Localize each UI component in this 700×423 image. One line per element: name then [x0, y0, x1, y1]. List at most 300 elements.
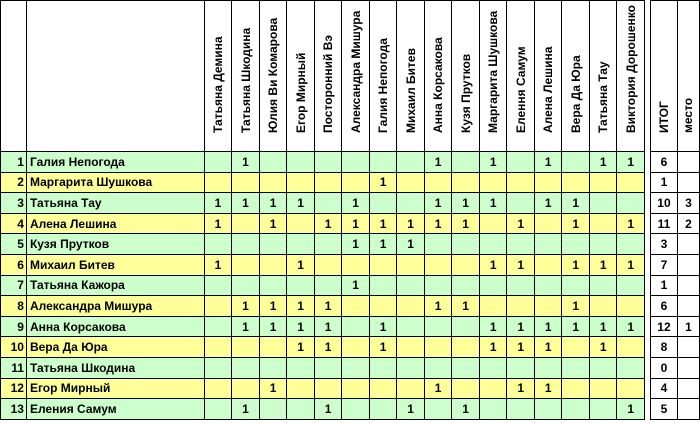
score-cell: [259, 254, 287, 275]
score-cell: [342, 337, 370, 358]
row-place: [677, 378, 699, 399]
column-header: [232, 1, 260, 152]
score-cell: 1: [259, 193, 287, 214]
score-cell: [342, 296, 370, 317]
score-cell: [397, 337, 425, 358]
score-cell: 1: [342, 234, 370, 255]
score-cell: [617, 234, 645, 255]
score-cell: 1: [534, 152, 562, 173]
table-row: [1, 337, 700, 358]
score-cell: [507, 275, 535, 296]
score-cell: [617, 357, 645, 378]
score-cell: 1: [479, 152, 507, 173]
score-cell: [507, 234, 535, 255]
score-cell: 1: [397, 399, 425, 420]
table-row: [1, 357, 700, 378]
column-header-label: Вера Да Юра: [568, 55, 583, 133]
row-number: 4: [1, 213, 27, 234]
row-name: Александра Мишура: [26, 296, 204, 317]
score-cell: [479, 275, 507, 296]
score-cell: 1: [562, 213, 590, 234]
column-header: [287, 1, 315, 152]
total-header-label: ИТОГ: [656, 101, 671, 133]
table-row: [1, 193, 700, 214]
score-cell: 1: [424, 213, 452, 234]
score-cell: [232, 213, 260, 234]
row-place: [677, 234, 699, 255]
score-cell: [204, 378, 232, 399]
score-cell: [589, 193, 617, 214]
score-cell: [424, 172, 452, 193]
row-place: 2: [677, 213, 699, 234]
row-total: 7: [650, 254, 677, 275]
score-cell: [452, 378, 480, 399]
row-total: 11: [650, 213, 677, 234]
row-total: 0: [650, 357, 677, 378]
score-cell: 1: [259, 213, 287, 234]
score-cell: 1: [507, 254, 535, 275]
score-cell: 1: [617, 213, 645, 234]
row-place: [677, 337, 699, 358]
score-cell: 1: [287, 316, 315, 337]
score-cell: [204, 399, 232, 420]
score-cell: 1: [259, 378, 287, 399]
row-total: 1: [650, 172, 677, 193]
score-cell: [562, 172, 590, 193]
score-cell: 1: [424, 193, 452, 214]
row-name: Михаил Битев: [26, 254, 204, 275]
score-cell: [479, 296, 507, 317]
score-cell: [589, 399, 617, 420]
score-cell: [479, 378, 507, 399]
score-cell: [534, 213, 562, 234]
column-header: [562, 1, 590, 152]
score-cell: 1: [589, 254, 617, 275]
score-cell: 1: [369, 337, 397, 358]
column-header: [534, 1, 562, 152]
score-cell: [204, 316, 232, 337]
score-cell: 1: [342, 275, 370, 296]
score-cell: [314, 254, 342, 275]
score-cell: [314, 378, 342, 399]
score-cell: 1: [534, 337, 562, 358]
row-number: 8: [1, 296, 27, 317]
row-place: 3: [677, 193, 699, 214]
score-cell: 1: [534, 193, 562, 214]
column-header-label: Юлия Ви Комарова: [266, 17, 281, 133]
score-cell: [369, 378, 397, 399]
score-cell: [452, 234, 480, 255]
table-row: [1, 316, 700, 337]
score-cell: [479, 213, 507, 234]
score-cell: 1: [232, 316, 260, 337]
row-number: 11: [1, 357, 27, 378]
score-cell: [424, 275, 452, 296]
row-total: 3: [650, 234, 677, 255]
score-cell: [452, 337, 480, 358]
score-cell: [507, 172, 535, 193]
row-name: Маргарита Шушкова: [26, 172, 204, 193]
column-header: [424, 1, 452, 152]
score-cell: [589, 275, 617, 296]
score-cell: [534, 254, 562, 275]
table-row: [1, 275, 700, 296]
column-header: [589, 1, 617, 152]
score-cell: [232, 337, 260, 358]
score-cell: [397, 152, 425, 173]
header-name-cell: [26, 1, 204, 152]
table-row: [1, 213, 700, 234]
score-cell: [617, 337, 645, 358]
score-cell: [424, 234, 452, 255]
column-header-label: Татьяна Тау: [596, 61, 611, 133]
score-cell: [232, 275, 260, 296]
score-cell: 1: [369, 234, 397, 255]
column-header-label: Маргарита Шушкова: [486, 10, 501, 133]
column-header-label: Посторонний Вэ: [321, 34, 336, 133]
score-cell: [479, 234, 507, 255]
score-cell: [369, 254, 397, 275]
column-header-label: Анна Корсакова: [431, 37, 446, 133]
column-header-label: Егор Мирный: [293, 52, 308, 133]
score-cell: [562, 275, 590, 296]
row-number: 3: [1, 193, 27, 214]
score-cell: [204, 275, 232, 296]
row-number: 10: [1, 337, 27, 358]
score-cell: 1: [617, 254, 645, 275]
table-body: [1, 152, 700, 420]
column-header: [259, 1, 287, 152]
row-total: 1: [650, 275, 677, 296]
row-total: 6: [650, 296, 677, 317]
column-header-label: Кузя Прутков: [458, 53, 473, 133]
score-cell: 1: [562, 193, 590, 214]
score-cell: [507, 193, 535, 214]
score-cell: [259, 234, 287, 255]
score-cell: [204, 234, 232, 255]
row-number: 5: [1, 234, 27, 255]
score-cell: 1: [314, 337, 342, 358]
score-cell: [424, 357, 452, 378]
score-cell: 1: [452, 399, 480, 420]
score-cell: [452, 275, 480, 296]
score-cell: [562, 378, 590, 399]
score-cell: 1: [204, 193, 232, 214]
score-cell: 1: [342, 213, 370, 234]
score-cell: [259, 172, 287, 193]
score-cell: 1: [232, 296, 260, 317]
score-cell: [617, 193, 645, 214]
score-cell: [589, 172, 617, 193]
score-cell: 1: [562, 254, 590, 275]
score-cell: [204, 357, 232, 378]
score-cell: [287, 399, 315, 420]
score-cell: [397, 357, 425, 378]
score-cell: [369, 399, 397, 420]
score-cell: 1: [287, 337, 315, 358]
score-cell: [534, 275, 562, 296]
column-header-label: Алена Лешина: [541, 46, 556, 133]
score-cell: 1: [617, 316, 645, 337]
score-cell: 1: [232, 193, 260, 214]
score-cell: [507, 399, 535, 420]
row-name: Вера Да Юра: [26, 337, 204, 358]
score-cell: 1: [617, 152, 645, 173]
score-cell: 1: [562, 316, 590, 337]
score-cell: [342, 316, 370, 337]
column-header: [204, 1, 232, 152]
row-number: 9: [1, 316, 27, 337]
score-cell: 1: [369, 316, 397, 337]
row-place: [677, 275, 699, 296]
row-number: 13: [1, 399, 27, 420]
row-name: Егор Мирный: [26, 378, 204, 399]
column-header: [452, 1, 480, 152]
score-cell: 1: [424, 296, 452, 317]
score-cell: [452, 316, 480, 337]
score-cell: [369, 357, 397, 378]
score-cell: [424, 337, 452, 358]
column-header: [314, 1, 342, 152]
row-number: 1: [1, 152, 27, 173]
score-cell: 1: [452, 296, 480, 317]
score-cell: 1: [314, 296, 342, 317]
score-cell: [204, 296, 232, 317]
score-cell: 1: [342, 193, 370, 214]
column-header-label: Виктория Дорошенко: [623, 5, 638, 133]
score-cell: [397, 378, 425, 399]
score-cell: [259, 152, 287, 173]
score-cell: [232, 357, 260, 378]
score-cell: 1: [287, 193, 315, 214]
header-num-cell: [1, 1, 27, 152]
score-cell: [287, 378, 315, 399]
score-cell: [424, 399, 452, 420]
column-header-label: Михаил Битев: [403, 48, 418, 133]
score-cell: [287, 357, 315, 378]
row-place: [677, 254, 699, 275]
score-cell: [507, 296, 535, 317]
row-place: 1: [677, 316, 699, 337]
score-cell: [562, 152, 590, 173]
score-cell: [479, 172, 507, 193]
score-cell: 1: [314, 316, 342, 337]
score-cell: [534, 357, 562, 378]
score-cell: 1: [204, 213, 232, 234]
column-header: [617, 1, 645, 152]
table-row: [1, 254, 700, 275]
score-cell: 1: [617, 399, 645, 420]
score-cell: 1: [589, 337, 617, 358]
score-cell: 1: [232, 399, 260, 420]
score-cell: [617, 275, 645, 296]
row-name: Татьяна Тау: [26, 193, 204, 214]
row-name: Татьяна Кажора: [26, 275, 204, 296]
place-header: [677, 1, 699, 152]
row-place: [677, 357, 699, 378]
score-cell: [507, 152, 535, 173]
score-cell: [424, 254, 452, 275]
score-cell: [617, 296, 645, 317]
score-cell: 1: [534, 378, 562, 399]
score-cell: [342, 152, 370, 173]
score-cell: [232, 378, 260, 399]
score-cell: [534, 172, 562, 193]
score-cell: [397, 296, 425, 317]
row-number: 12: [1, 378, 27, 399]
score-cell: [204, 152, 232, 173]
column-header-label: Татьяна Демина: [211, 36, 225, 133]
score-cell: [232, 172, 260, 193]
score-cell: [287, 172, 315, 193]
score-cell: 1: [589, 152, 617, 173]
score-cell: [589, 357, 617, 378]
score-cell: [287, 234, 315, 255]
score-cell: 1: [507, 316, 535, 337]
score-cell: [617, 172, 645, 193]
score-cell: [342, 378, 370, 399]
row-place: [677, 152, 699, 173]
row-total: 6: [650, 152, 677, 173]
score-cell: 1: [369, 213, 397, 234]
table-row: [1, 399, 700, 420]
score-cell: 1: [424, 378, 452, 399]
row-name: Еления Самум: [26, 399, 204, 420]
place-header-label: место: [681, 97, 696, 133]
score-cell: [562, 399, 590, 420]
score-cell: [287, 213, 315, 234]
score-cell: 1: [452, 213, 480, 234]
score-cell: [287, 152, 315, 173]
score-cell: 1: [259, 296, 287, 317]
score-cell: [232, 254, 260, 275]
row-total: 4: [650, 378, 677, 399]
header-row: [1, 1, 700, 152]
score-cell: [397, 316, 425, 337]
column-header-label: Елення Самум: [513, 46, 528, 133]
row-place: [677, 296, 699, 317]
score-cell: [259, 399, 287, 420]
score-cell: [314, 234, 342, 255]
score-cell: [534, 296, 562, 317]
column-header: [342, 1, 370, 152]
score-cell: [479, 399, 507, 420]
score-cell: [314, 193, 342, 214]
score-cell: [562, 234, 590, 255]
table-row: [1, 234, 700, 255]
score-cell: [534, 399, 562, 420]
row-name: Галия Непогода: [26, 152, 204, 173]
row-number: 7: [1, 275, 27, 296]
row-total: 5: [650, 399, 677, 420]
column-header-label: Галия Непогода: [376, 38, 391, 133]
table-row: [1, 152, 700, 173]
row-number: 6: [1, 254, 27, 275]
score-cell: [397, 193, 425, 214]
score-cell: 1: [397, 234, 425, 255]
column-header: [479, 1, 507, 152]
score-cell: [562, 337, 590, 358]
score-cell: [342, 399, 370, 420]
score-cell: [452, 254, 480, 275]
score-cell: [287, 275, 315, 296]
total-header: [650, 1, 677, 152]
score-cell: [534, 234, 562, 255]
score-cell: [259, 337, 287, 358]
score-cell: [314, 152, 342, 173]
score-cell: [397, 254, 425, 275]
score-cell: 1: [452, 193, 480, 214]
table-row: [1, 378, 700, 399]
score-cell: 1: [232, 152, 260, 173]
table-row: [1, 296, 700, 317]
row-name: Кузя Прутков: [26, 234, 204, 255]
score-cell: [589, 296, 617, 317]
score-cell: [589, 213, 617, 234]
score-cell: [314, 275, 342, 296]
score-cell: [232, 234, 260, 255]
score-cell: 1: [507, 378, 535, 399]
score-cell: [617, 378, 645, 399]
row-number: 2: [1, 172, 27, 193]
score-cell: 1: [479, 254, 507, 275]
score-cell: 1: [507, 213, 535, 234]
score-cell: 1: [204, 254, 232, 275]
score-cell: 1: [369, 172, 397, 193]
score-cell: [589, 234, 617, 255]
score-cell: 1: [479, 193, 507, 214]
column-header-label: Татьяна Шкодина: [238, 27, 253, 133]
score-cell: [424, 316, 452, 337]
score-cell: [342, 254, 370, 275]
row-total: 12: [650, 316, 677, 337]
score-cell: [589, 378, 617, 399]
score-cell: 1: [287, 296, 315, 317]
score-cell: [397, 172, 425, 193]
row-name: Анна Корсакова: [26, 316, 204, 337]
column-header: [369, 1, 397, 152]
score-cell: [452, 152, 480, 173]
score-cell: [452, 172, 480, 193]
score-cell: 1: [314, 399, 342, 420]
score-cell: [342, 172, 370, 193]
score-cell: 1: [479, 337, 507, 358]
score-cell: [479, 357, 507, 378]
score-cell: 1: [479, 316, 507, 337]
row-name: Татьяна Шкодина: [26, 357, 204, 378]
column-header-label: Александра Мишура: [348, 10, 363, 133]
row-total: 10: [650, 193, 677, 214]
row-total: 8: [650, 337, 677, 358]
score-cell: 1: [534, 316, 562, 337]
column-header: [507, 1, 535, 152]
score-cell: [452, 357, 480, 378]
row-name: Алена Лешина: [26, 213, 204, 234]
score-cell: 1: [424, 152, 452, 173]
row-place: [677, 172, 699, 193]
table-row: [1, 172, 700, 193]
score-cell: 1: [397, 213, 425, 234]
score-cell: [259, 275, 287, 296]
score-cell: [259, 357, 287, 378]
score-cell: [204, 172, 232, 193]
score-cell: [314, 357, 342, 378]
score-cell: [342, 357, 370, 378]
score-cell: 1: [589, 316, 617, 337]
score-cell: [397, 275, 425, 296]
row-place: [677, 399, 699, 420]
score-cell: [369, 275, 397, 296]
